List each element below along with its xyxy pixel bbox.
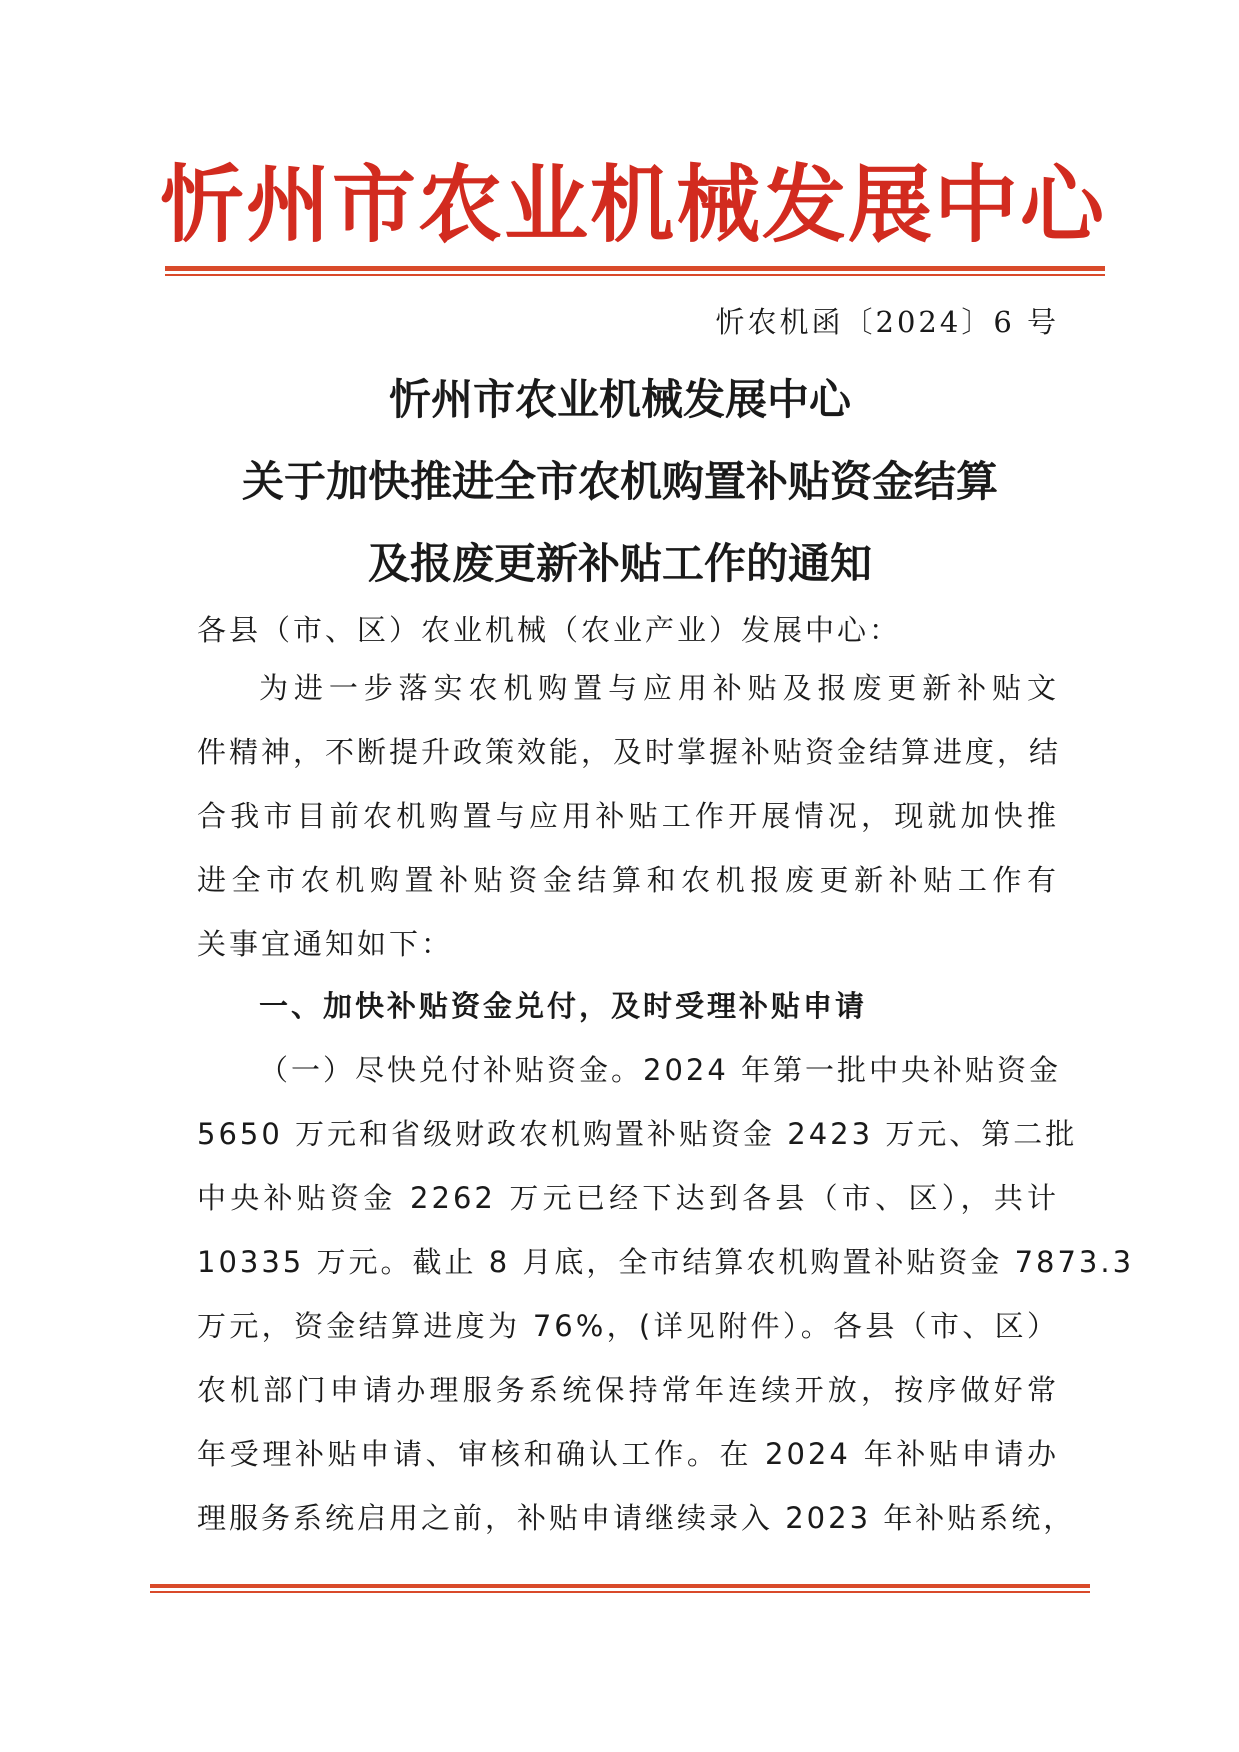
paragraph-2-line-7: 年受理补贴申请、审核和确认工作。在 2024 年补贴申请办 xyxy=(197,1437,1059,1471)
document-title-line-1: 忻州市农业机械发展中心 xyxy=(388,375,851,424)
paragraph-1-line-4: 进全市农机购置补贴资金结算和农机报废更新补贴工作有 xyxy=(197,863,1059,897)
paragraph-1-line-2: 件精神，不断提升政策效能，及时掌握补贴资金结算进度，结 xyxy=(197,735,1062,769)
document-title-line-3: 及报废更新补贴工作的通知 xyxy=(367,539,872,588)
paragraph-2-line-8: 理服务系统启用之前，补贴申请继续录入 2023 年补贴系统， xyxy=(197,1501,1076,1535)
paragraph-1-line-3: 合我市目前农机购置与应用补贴工作开展情况，现就加快推 xyxy=(197,799,1059,833)
paragraph-1-line-5: 关事宜通知如下： xyxy=(197,927,454,961)
recipient-line: 各县（市、区）农业机械（农业产业）发展中心： xyxy=(197,613,902,647)
letterhead-rule-thin xyxy=(165,274,1105,276)
paragraph-2-line-6: 农机部门申请办理服务系统保持常年连续开放，按序做好常 xyxy=(197,1373,1059,1407)
document-title-line-2: 关于加快推进全市农机购置补贴资金结算 xyxy=(241,457,998,506)
section-heading-1: 一、加快补贴资金兑付，及时受理补贴申请 xyxy=(259,989,868,1023)
letterhead-title: 忻州市农业机械发展中心 xyxy=(160,155,1107,254)
paragraph-2-line-5: 万元，资金结算进度为 76%，(详见附件）。各县（市、区） xyxy=(197,1309,1059,1343)
paragraph-2-line-1: （一）尽快兑付补贴资金。2024 年第一批中央补贴资金 xyxy=(259,1053,1062,1087)
footer-rule-thick xyxy=(150,1584,1090,1588)
paragraph-2-line-4: 10335 万元。截止 8 月底，全市结算农机购置补贴资金 7873.3 xyxy=(197,1245,1135,1279)
letterhead-rule-thick xyxy=(165,266,1105,271)
paragraph-1-line-1: 为进一步落实农机购置与应用补贴及报废更新补贴文 xyxy=(259,671,1059,705)
paragraph-2-line-2: 5650 万元和省级财政农机购置补贴资金 2423 万元、第二批 xyxy=(197,1117,1078,1151)
footer-rule-thin xyxy=(150,1591,1090,1593)
document-number: 忻农机函〔2024〕6 号 xyxy=(715,305,1059,339)
paragraph-2-line-3: 中央补贴资金 2262 万元已经下达到各县（市、区），共计 xyxy=(197,1181,1059,1215)
